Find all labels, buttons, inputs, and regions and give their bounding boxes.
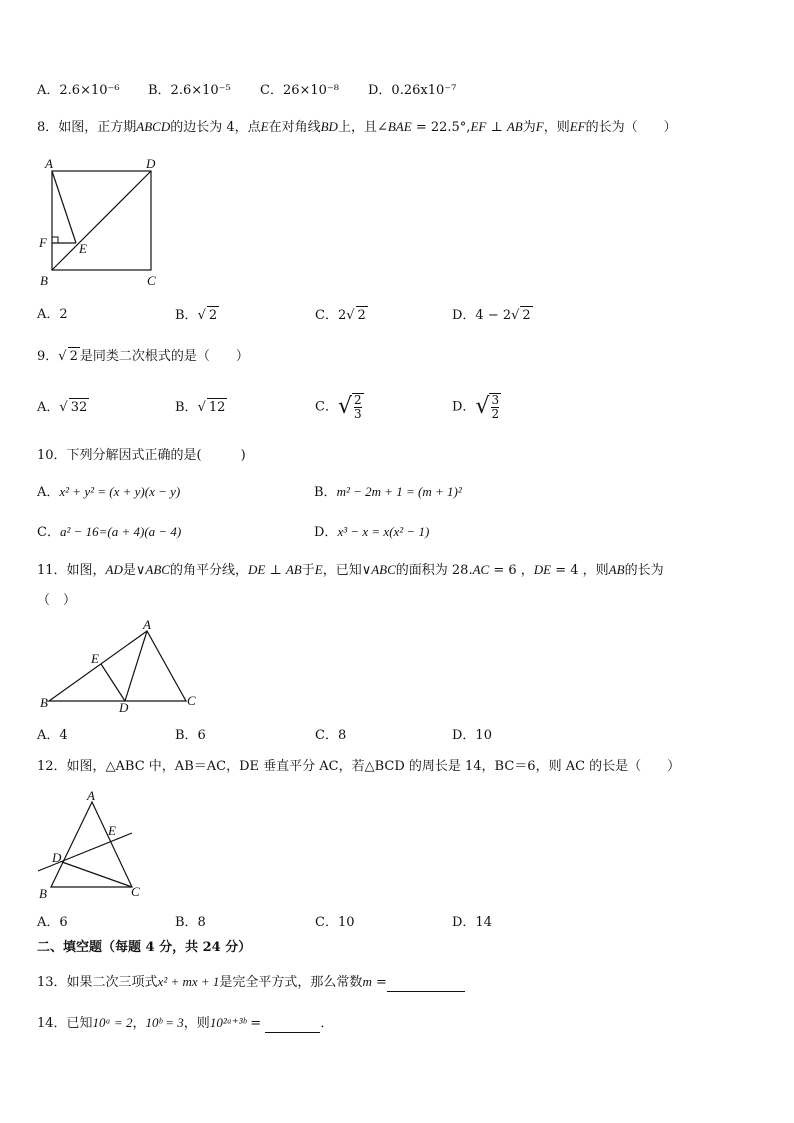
label-a: A xyxy=(45,156,53,171)
label-c: C xyxy=(147,273,156,288)
label-a: A xyxy=(143,617,151,632)
q10-stem: 10．下列分解因式正确的是( ) xyxy=(37,448,246,463)
label-b: B xyxy=(40,273,48,288)
label-e: E xyxy=(91,651,99,666)
q11-stem: 11．如图，AD是∨ABC的角平分线，DE ⊥ AB于E，已知∨ABC的面积为 28.AC = 6 ，DE = 4 ，则AB的长为 xyxy=(37,562,664,578)
section-title: 二、填空题（每题 4 分，共 24 分） xyxy=(37,940,252,955)
label-b: B xyxy=(40,695,48,710)
q8-option-a: A．2 xyxy=(37,307,68,322)
q9-option-c: C．√ $\frac{2}{3}$ xyxy=(315,393,362,421)
q9-stem: 9．√ 2 是同类二次根式的是（ ） xyxy=(37,349,249,364)
label-d: D xyxy=(52,850,62,865)
q12-option-d: D．14 xyxy=(452,915,492,930)
q8-option-c: C．2√ 2 xyxy=(315,308,366,323)
q14-stem: 14．已知10ᵃ = 2，10ᵇ = 3，则10²ᵃ⁺³ᵇ = ． xyxy=(37,1015,334,1031)
q9-option-a: A．√ 32 xyxy=(37,400,88,415)
q10-option-a: A．x² + y² = (x + y)(x − y) xyxy=(37,484,181,500)
label-e: E xyxy=(108,823,116,838)
q9-option-d: D．√ $\frac{3}{2}$ xyxy=(452,393,500,421)
q8-option-d: D．4 − 2√ 2 xyxy=(452,308,531,323)
q12-stem: 12．如图，△ABC 中，AB＝AC，DE 垂直平分 AC，若△BCD 的周长是 14，BC＝6，则 AC 的长是（ ） xyxy=(37,759,681,774)
q7-option-b: B．2.6×10⁻⁵ xyxy=(148,83,231,98)
q12-option-c: C．10 xyxy=(315,915,355,930)
q13-stem: 13．如果二次三项式x² + mx + 1是完全平方式，那么常数m = xyxy=(37,973,465,992)
triangle-abc xyxy=(51,802,132,887)
q12-option-a: A．6 xyxy=(37,915,68,930)
q14-answer-blank[interactable] xyxy=(265,1018,320,1033)
q11-option-c: C．8 xyxy=(315,728,347,743)
q8-stem: 8．如图，正方期ABCD的边长为 4，点E在对角线BD上，且∠BAE = 22.5°,EF ⊥ AB为F，则EF的长为（ ） xyxy=(37,119,677,135)
q10-option-b: B．m² − 2m + 1 = (m + 1)² xyxy=(314,484,462,500)
q11-option-b: B．6 xyxy=(175,728,206,743)
q11-option-a: A．4 xyxy=(37,728,68,743)
q10-option-c: C．a² − 16=(a + 4)(a − 4) xyxy=(37,524,182,540)
q11-stem-line2: （ ） xyxy=(37,593,77,608)
label-e: E xyxy=(79,241,87,256)
label-d: D xyxy=(146,156,156,171)
label-d: D xyxy=(119,700,129,715)
label-c: C xyxy=(131,884,140,899)
q13-answer-blank[interactable] xyxy=(387,977,465,992)
q7-option-d: D．0.26x10⁻⁷ xyxy=(368,83,457,98)
q10-option-d: D．x³ − x = x(x² − 1) xyxy=(314,524,430,540)
label-f: F xyxy=(39,235,47,250)
q8-option-b: B．√ 2 xyxy=(175,308,218,323)
q11-option-d: D．10 xyxy=(452,728,492,743)
q7-option-c: C．26×10⁻⁸ xyxy=(260,83,339,98)
label-c: C xyxy=(187,693,196,708)
label-a: A xyxy=(87,788,95,803)
q12-option-b: B．8 xyxy=(175,915,206,930)
q7-option-a: A．2.6×10⁻⁶ xyxy=(37,83,120,98)
q9-option-b: B．√ 12 xyxy=(175,400,226,415)
label-b: B xyxy=(39,886,47,901)
